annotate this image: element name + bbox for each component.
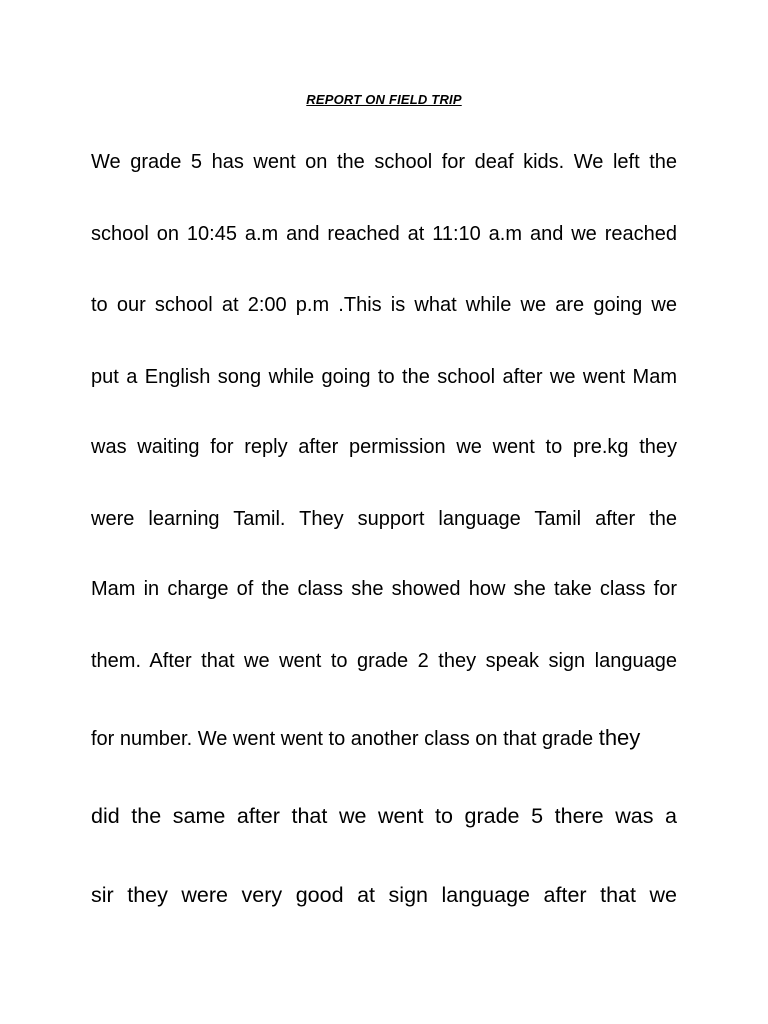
paragraph-line-9 xyxy=(91,725,677,752)
paragraph-line-6: were learning Tamil. They support language Tamil after the xyxy=(91,508,677,530)
paragraph-line-5: was waiting for reply after permission we went to pre.kg they xyxy=(91,436,677,458)
paragraph-line-9-tail: they xyxy=(598,725,641,750)
paragraph-line-4: put a English song while going to the school after we went Mam xyxy=(91,366,677,388)
paragraph-line-8: them. After that we went to grade 2 they speak sign language xyxy=(91,650,677,672)
paragraph-line-11: sir they were very good at sign language after that we xyxy=(91,883,677,907)
paragraph-line-3: to our school at 2:00 p.m .This is what while we are going we xyxy=(91,294,677,316)
paragraph-line-7: Mam in charge of the class she showed how she take class for xyxy=(91,578,677,600)
paragraph-line-9-text: for number. We went went to another class on that grade xyxy=(91,728,594,750)
paragraph-line-10: did the same after that we went to grade 5 there was a xyxy=(91,804,677,828)
paragraph-line-2: school on 10:45 a.m and reached at 11:10 a.m and we reached xyxy=(91,223,677,245)
paragraph-line-1: We grade 5 has went on the school for deaf kids. We left the xyxy=(91,151,677,173)
report-title: REPORT ON FIELD TRIP xyxy=(306,92,462,107)
